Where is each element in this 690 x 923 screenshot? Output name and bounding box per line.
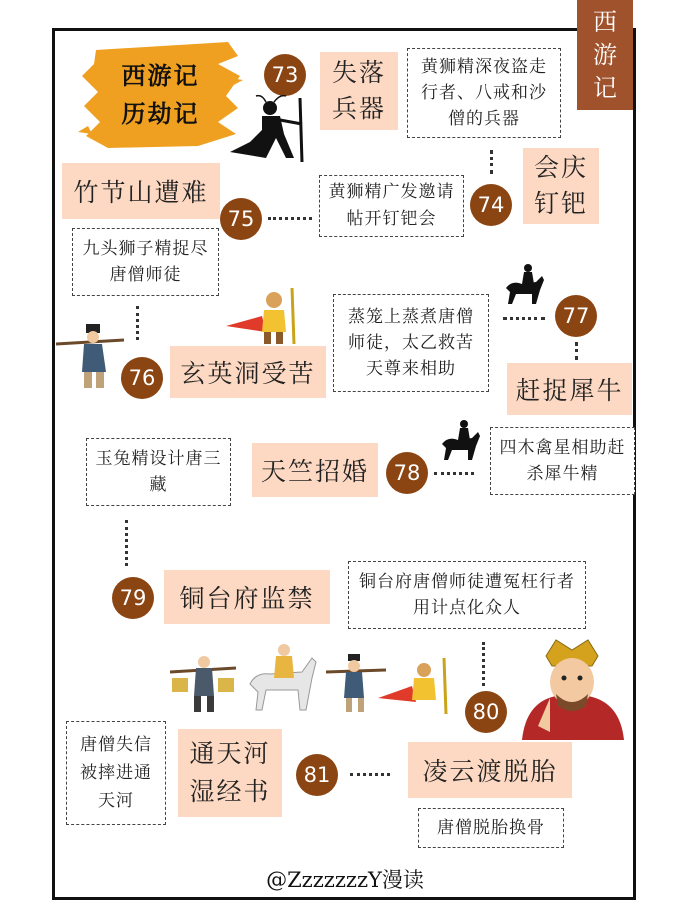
step-desc-75: 九头狮子精捉尽唐僧师徒 [72,228,219,296]
step-desc-77: 蒸笼上蒸煮唐僧师徒，太乙救苦天尊来相助 [333,294,489,392]
step-number-75: 75 [220,198,262,240]
monkey-king-caped-icon [226,286,306,346]
step-title-79: 铜台府监禁 [164,570,330,624]
connector-dots [503,317,545,320]
monkey-king-silhouette-icon [222,94,312,164]
step-title-73 [320,52,398,130]
footer-credit: @ZzzzzzzY漫读 [266,868,424,892]
pilgrim-procession-icon [166,638,466,718]
step-desc-80: 铜台府唐僧师徒遭冤枉行者用计点化众人 [348,561,586,629]
step-title-75: 竹节山遭难 [62,163,220,219]
step-title-78: 天竺招婚 [252,443,378,497]
rider-silhouette-icon [438,418,482,464]
rider-silhouette-icon [502,262,546,308]
connector-dots [125,520,128,566]
step-title-74 [523,148,599,224]
connector-dots [575,342,578,360]
connector-dots [350,773,390,776]
banner-title-line1: 西游记 [121,62,200,90]
corner-tab-char: 游 [593,40,617,69]
step-desc-73: 黄狮精深夜盗走行者、八戒和沙僧的兵器 [407,48,561,138]
step-title-77: 赶捉犀牛 [507,363,632,415]
banner-title-line2: 历劫记 [121,100,200,128]
corner-tab [577,0,633,110]
step-number-76: 76 [121,357,163,399]
step-title-final: 凌云渡脱胎 [408,742,572,798]
step-title-81 [178,729,282,817]
step-number-79: 79 [112,577,154,619]
connector-dots [136,306,139,340]
step-title-text: 会庆钉钯 [533,153,588,218]
step-number-78: 78 [386,452,428,494]
step-title-76: 玄英洞受苦 [170,346,326,398]
step-desc-78: 四木禽星相助赶杀犀牛精 [490,427,635,495]
step-desc-79: 玉兔精设计唐三藏 [86,438,231,506]
step-desc-81: 唐僧失信被摔进通天河 [66,721,166,825]
king-portrait-icon [516,636,628,740]
connector-dots [490,150,493,174]
porter-figure-icon [56,322,126,394]
step-desc-final: 唐僧脱胎换骨 [418,808,564,848]
connector-dots [434,472,474,475]
connector-dots [268,217,312,220]
corner-tab-char: 记 [593,73,617,102]
step-number-80: 80 [465,691,507,733]
step-number-74: 74 [470,184,512,226]
step-title-text: 失落兵器 [331,58,386,123]
step-desc-74: 黄狮精广发邀请帖开钉钯会 [319,175,464,237]
step-number-77: 77 [555,295,597,337]
title-banner [78,36,243,154]
step-number-81: 81 [296,754,338,796]
step-number-73: 73 [264,54,306,96]
step-title-text: 通天河湿经书 [189,739,271,806]
corner-tab-char: 西 [593,7,617,36]
connector-dots [482,642,485,686]
